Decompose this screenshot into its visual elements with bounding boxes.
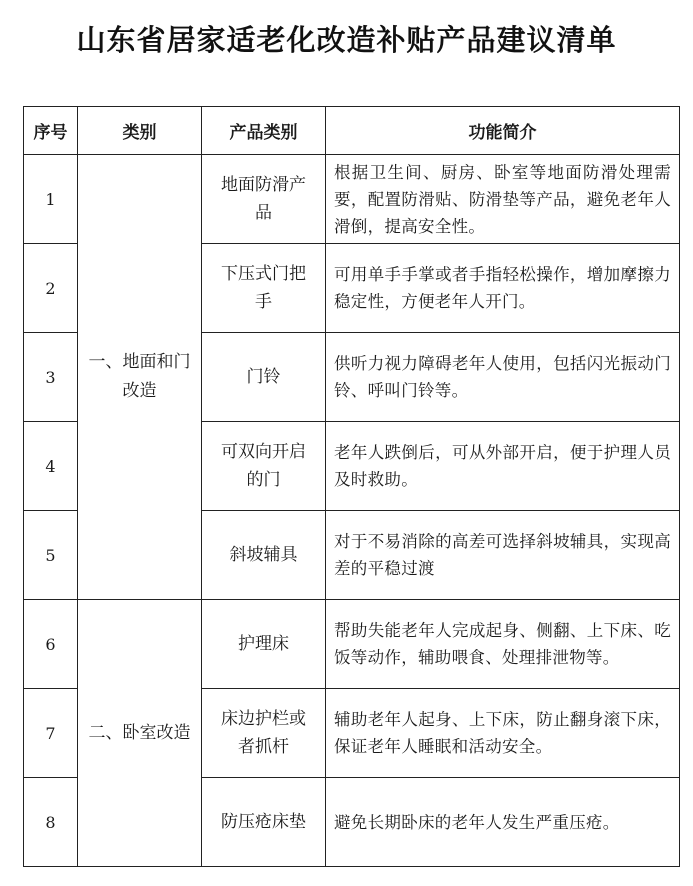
row-seq: 3 [24,333,78,422]
row-description: 供听力视力障碍老年人使用，包括闪光振动门铃、呼叫门铃等。 [326,333,680,422]
row-description: 可用单手手掌或者手指轻松操作，增加摩擦力稳定性，方便老年人开门。 [326,244,680,333]
row-seq: 7 [24,689,78,778]
category-floor-and-door: 一、地面和门改造 [78,155,202,600]
header-product-category: 产品类别 [202,107,326,155]
row-description: 帮助失能老年人完成起身、侧翻、上下床、吃饭等动作，辅助喂食、处理排泄物等。 [326,600,680,689]
row-product: 可双向开启的门 [202,422,326,511]
row-product: 防压疮床垫 [202,778,326,867]
row-product: 下压式门把手 [202,244,326,333]
row-seq: 8 [24,778,78,867]
row-description: 辅助老年人起身、上下床，防止翻身滚下床，保证老年人睡眠和活动安全。 [326,689,680,778]
category-bedroom: 二、卧室改造 [78,600,202,867]
subsidy-product-table [23,106,680,867]
row-seq: 5 [24,511,78,600]
row-product: 护理床 [202,600,326,689]
row-description: 老年人跌倒后，可从外部开启，便于护理人员及时救助。 [326,422,680,511]
header-function-summary: 功能简介 [326,107,680,155]
table-header-row [24,107,680,155]
header-category: 类别 [78,107,202,155]
row-product: 斜坡辅具 [202,511,326,600]
row-seq: 2 [24,244,78,333]
table-row [24,155,680,244]
page-title: 山东省居家适老化改造补贴产品建议清单 [76,23,617,57]
row-seq: 6 [24,600,78,689]
table-row [24,600,680,689]
row-description: 根据卫生间、厨房、卧室等地面防滑处理需要，配置防滑贴、防滑垫等产品，避免老年人滑倒，提高安全性。 [326,155,680,244]
row-product: 门铃 [202,333,326,422]
row-seq: 1 [24,155,78,244]
row-product: 地面防滑产品 [202,155,326,244]
header-seq: 序号 [24,107,78,155]
row-product: 床边护栏或者抓杆 [202,689,326,778]
row-description: 避免长期卧床的老年人发生严重压疮。 [326,778,680,867]
row-description: 对于不易消除的高差可选择斜坡辅具，实现高差的平稳过渡 [326,511,680,600]
row-seq: 4 [24,422,78,511]
